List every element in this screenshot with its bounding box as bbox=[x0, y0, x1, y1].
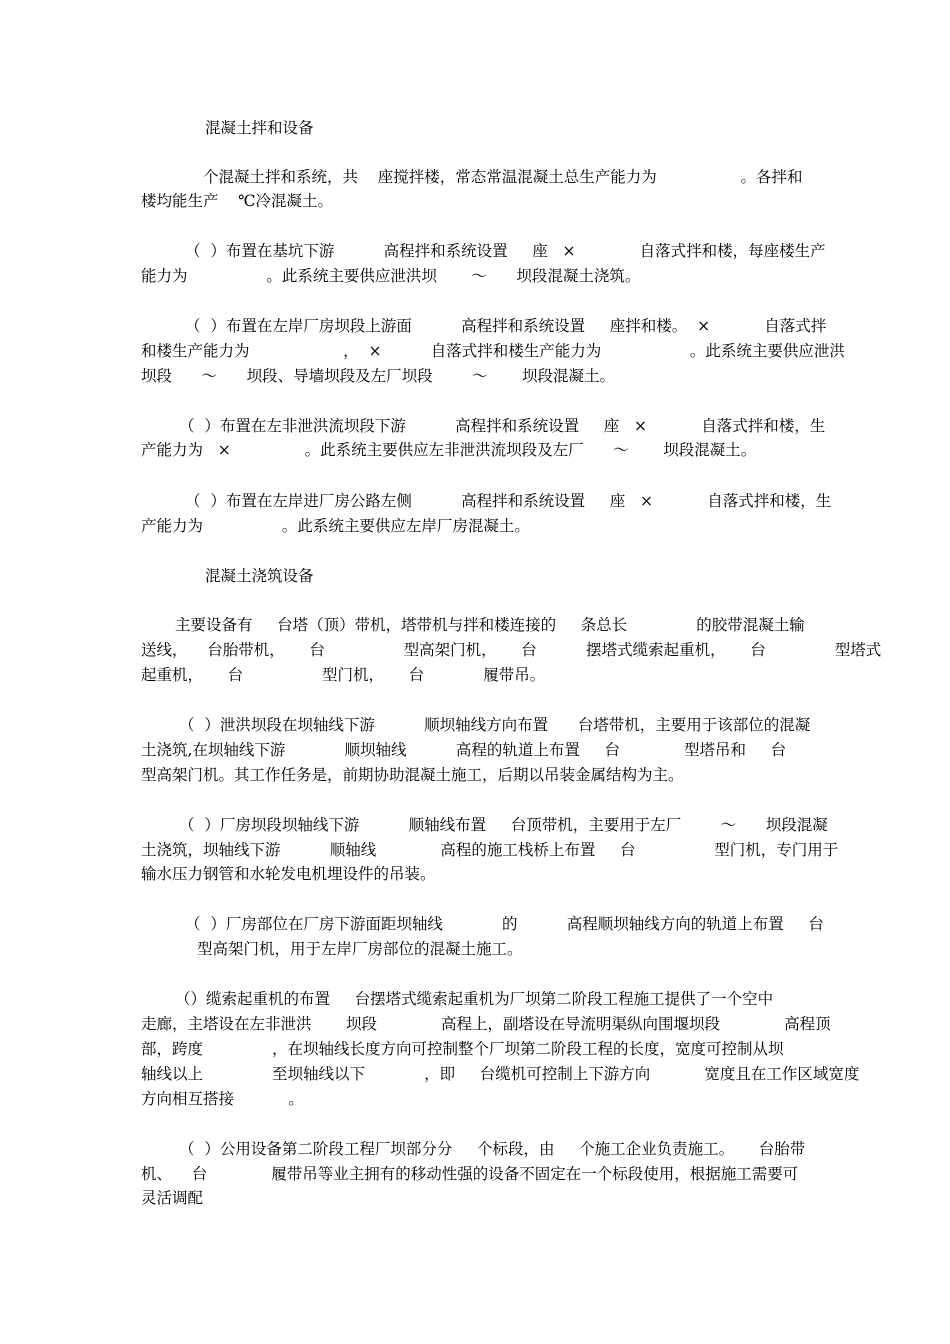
text-line: 产能力为 。此系统主要供应左岸厂房混凝土。 bbox=[141, 517, 530, 535]
section-heading-mixing: 混凝土拌和设备 bbox=[205, 119, 314, 137]
text-line: 坝段 ～ 坝段、导墙坝段及左厂坝段 ～ 坝段混凝土。 bbox=[141, 367, 616, 385]
section-heading-pouring: 混凝土浇筑设备 bbox=[205, 567, 314, 585]
text-line: 产能力为 × 。此系统主要供应左非泄洪流坝段及左厂 ～ 坝段混凝土。 bbox=[141, 441, 757, 459]
text-line: 方向相互搭接 。 bbox=[141, 1090, 304, 1108]
text-line: （ ）布置在基坑下游 高程拌和系统设置 座 × 自落式拌和楼，每座楼生产 bbox=[185, 242, 826, 260]
text-line: （）缆索起重机的布置 台摆塔式缆索起重机为厂坝第二阶段工程施工提供了一个空中 bbox=[175, 990, 774, 1008]
text-line: 主要设备有 台塔（顶）带机，塔带机与拌和楼连接的 条总长 的胶带混凝土输 bbox=[175, 616, 805, 634]
text-line: 型高架门机，用于左岸厂房部位的混凝土施工。 bbox=[197, 940, 523, 958]
text-line: 灵活调配 bbox=[141, 1189, 204, 1207]
text-line: 楼均能生产 ℃冷混凝土。 bbox=[141, 192, 334, 210]
text-line: （ ）布置在左岸进厂房公路左侧 高程拌和系统设置 座 × 自落式拌和楼，生 bbox=[185, 492, 832, 510]
text-line: （ ）厂房坝段坝轴线下游 顺轴线布置 台顶带机，主要用于左厂 ～ 坝段混凝 bbox=[179, 816, 828, 834]
text-line: （ ）公用设备第二阶段工程厂坝部分分 个标段，由 个施工企业负责施工。 台胎带 bbox=[179, 1140, 806, 1158]
text-line: 部，跨度 ，在坝轴线长度方向可控制整个厂坝第二阶段工程的长度，宽度可控制从坝 bbox=[141, 1040, 784, 1058]
text-line: 土浇筑，坝轴线下游 顺轴线 高程的施工栈桥上布置 台 型门机，专门用于 bbox=[141, 841, 839, 859]
text-line: 走廊，主塔设在左非泄洪 坝段 高程上，副塔设在导流明渠纵向围堰坝段 高程顶 bbox=[141, 1015, 831, 1033]
text-line: 轴线以上 至坝轴线以下 ，即 台缆机可控制上下游方向 宽度且在工作区域宽度 bbox=[141, 1065, 860, 1083]
text-line: 起重机， 台 型门机， 台 履带吊。 bbox=[141, 666, 546, 684]
text-line: 机、 台 履带吊等业主拥有的移动性强的设备不固定在一个标段使用，根据施工需要可 bbox=[141, 1165, 799, 1183]
text-line: 能力为 。此系统主要供应泄洪坝 ～ 坝段混凝土浇筑。 bbox=[141, 267, 641, 285]
text-line: 个混凝土拌和系统，共 座搅拌楼，常态常温混凝土总生产能力为 。各拌和 bbox=[203, 168, 803, 186]
text-line: （ ）厂房部位在厂房下游面距坝轴线 的 高程顺坝轴线方向的轨道上布置 台 bbox=[185, 915, 824, 933]
text-line: （ ）布置在左非泄洪流坝段下游 高程拌和系统设置 座 × 自落式拌和楼，生 bbox=[179, 417, 826, 435]
text-line: （ ）泄洪坝段在坝轴线下游 顺坝轴线方向布置 台塔带机，主要用于该部位的混凝 bbox=[179, 716, 811, 734]
text-line: （ ）布置在左岸厂房坝段上游面 高程拌和系统设置 座拌和楼。 × 自落式拌 bbox=[185, 317, 827, 335]
text-line: 土浇筑,在坝轴线下游 顺坝轴线 高程的轨道上布置 台 型塔吊和 台 bbox=[141, 741, 787, 759]
text-line: 送线， 台胎带机， 台 型高架门机， 台 摆塔式缆索起重机， 台 型塔式 bbox=[141, 641, 882, 659]
text-line: 和楼生产能力为 ， × 自落式拌和楼生产能力为 。此系统主要供应泄洪 bbox=[141, 342, 845, 360]
text-line: 型高架门机。其工作任务是，前期协助混凝土施工，后期以吊装金属结构为主。 bbox=[141, 766, 684, 784]
text-line: 输水压力钢管和水轮发电机埋设件的吊装。 bbox=[141, 865, 436, 883]
